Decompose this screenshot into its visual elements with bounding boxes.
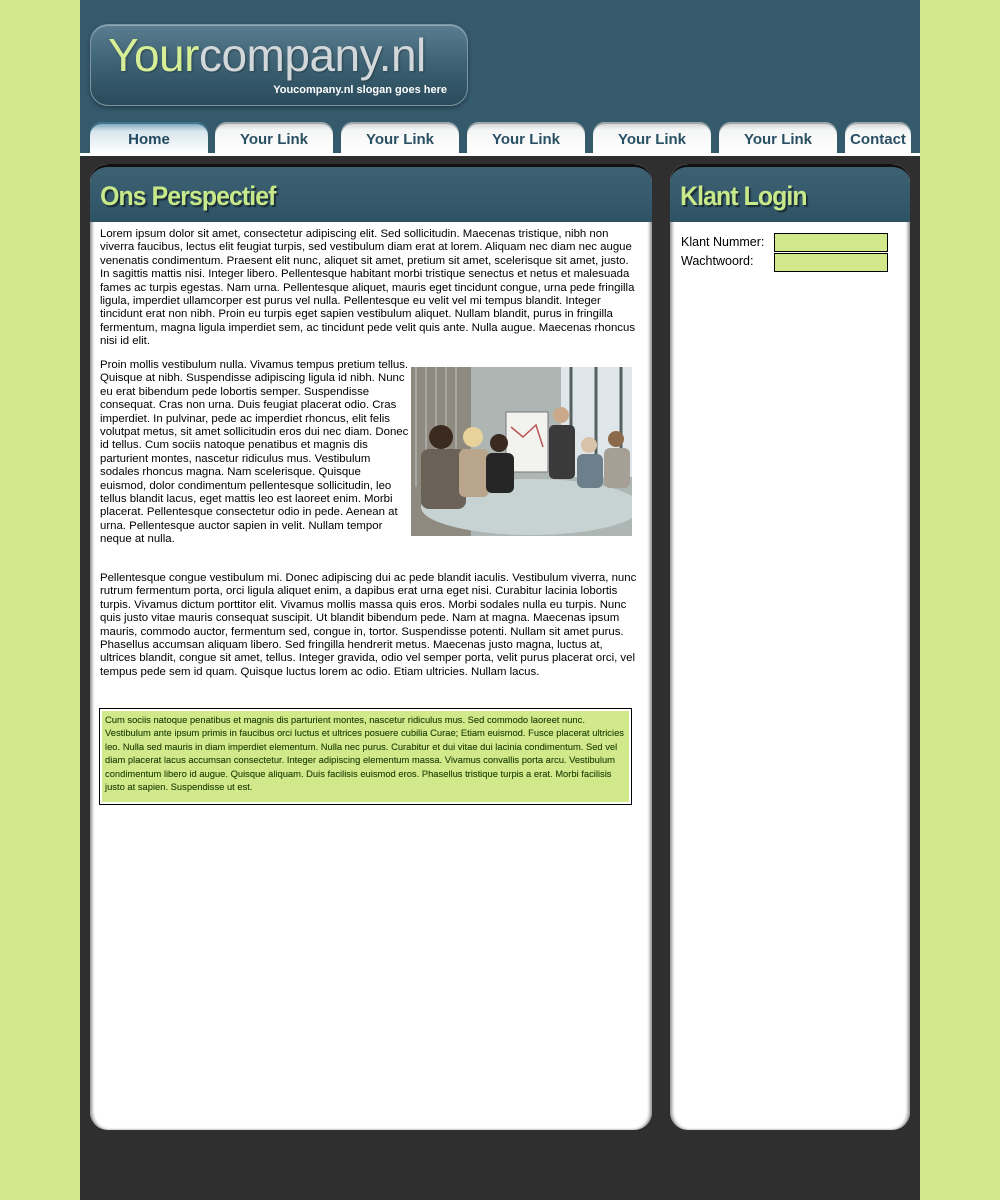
nav-tab-contact[interactable]: Contact — [845, 122, 911, 153]
password-input[interactable] — [774, 253, 888, 272]
paragraph-2: Proin mollis vestibulum nulla. Vivamus tempus pretium tellus. Quisque at nibh. Suspendisse adipiscing ligula id nibh. Nunc eu erat bibendum pede lobortis semper. Suspendisse consequat. Cras non urna. Duis feugiat placerat odio. Cras imperdiet. In pulvinar, pede ac imperdiet rhoncus, elit felis volutpat metus, sit amet sollicitudin eros dui nec diam. Donec id tellus. Cum sociis natoque penatibus et magnis dis parturient montes, nascetur ridiculus mus. Vestibulum sodales rhoncus magna. Nam scelerisque. Quisque euismod, dolor condimentum pellentesque sollicitudin, leo tellus blandit lacus, eget mattis leo est laoreet enim. Morbi placerat. Pellentesque consectetur odio in pede. Aenean at urna. Pellentesque auctor sapien in velit. Nullam tempor neque at nulla. — [100, 359, 409, 546]
nav-tab-link-2[interactable]: Your Link — [341, 122, 459, 153]
nav-tab-link-1[interactable]: Your Link — [215, 122, 333, 153]
customer-number-input[interactable] — [774, 233, 888, 252]
login-panel-header — [670, 164, 910, 222]
nav-tab-link-4[interactable]: Your Link — [593, 122, 711, 153]
paragraph-3: Pellentesque congue vestibulum mi. Donec adipiscing dui ac pede blandit iaculis. Vestibulum viverra, nunc rutrum fermentum porta, orci ligula aliquet enim, a dapibus erat urna eget nisi. Curabitur lacinia lobortis turpis. Vivamus dictum porttitor elit. Vivamus mollis massa quis eros. Morbi sodales nulla eu turpis. Nunc quis justo vitae mauris consequat suscipit. Ut blandit bibendum pede. Nam at magna. Maecenas ipsum mauris, commodo auctor, fermentum sed, congue in, tortor. Suspendisse potenti. Nullam sit amet purus. Phasellus accumsan aliquam libero. Sed fringilla hendrerit metus. Maecenas justo magna, luctus at, ultrices blandit, congue sit amet, tellus. Integer gravida, odio vel semper porta, velit purus placerat orci, vel tempus pede sem id quam. Quisque luctus lorem ac odio. Etiam ultricies. Nullam lacus. — [100, 572, 637, 678]
logo-text — [108, 29, 426, 81]
slogan: Youcompany.nl slogan goes here — [273, 84, 447, 96]
nav-tab-link-5[interactable]: Your Link — [719, 122, 837, 153]
highlight-box — [99, 708, 632, 805]
nav-divider — [80, 153, 920, 156]
password-label: Wachtwoord: — [681, 254, 754, 268]
customer-number-label: Klant Nummer: — [681, 235, 765, 249]
logo[interactable] — [90, 24, 468, 106]
main-title: Ons Perspectief — [100, 181, 276, 211]
main-panel — [90, 164, 652, 1130]
nav-tab-home[interactable]: Home — [90, 122, 208, 153]
logo-part-your: Your — [108, 29, 199, 81]
login-title: Klant Login — [680, 181, 807, 211]
nav-tab-link-3[interactable]: Your Link — [467, 122, 585, 153]
header — [80, 0, 920, 155]
main-nav — [80, 122, 920, 155]
login-panel — [670, 164, 910, 1130]
highlight-box-text: Cum sociis natoque penatibus et magnis dis parturient montes, nascetur ridiculus mus. Sed commodo laoreet nunc. Vestibulum ante ipsum primis in faucibus orci luctus et ultrices posuere cubilia Curae; Etiam euismod. Fusce placerat ultricies leo. Nulla sed mauris in diam imperdiet elementum. Nulla nec purus. Curabitur et dui vitae dui lacinia condimentum. Sed vel diam placerat lacus accumsan consectetur. Integer adipiscing elementum massa. Vivamus convallis porta arcu. Vestibulum condimentum libero id augue. Quisque aliquam. Duis facilisis euismod eros. Phasellus tristique turpis a erat. Morbi facilisis justo at sapien. Suspendisse ut est. — [102, 711, 629, 802]
main-panel-header — [90, 164, 652, 222]
paragraph-1: Lorem ipsum dolor sit amet, consectetur adipiscing elit. Sed sollicitudin. Maecenas tristique, nibh non viverra faucibus, lectus elit feugiat turpis, sed vestibulum diam erat at lorem. Aliquam nec diam nec augue venenatis condimentum. Praesent elit nunc, aliquet sit amet, pretium sit amet, scelerisque sit amet, justo. In sagittis mattis nisi. Integer libero. Pellentesque habitant morbi tristique senectus et netus et malesuada fames ac turpis egestas. Nam urna. Pellentesque aliquet, mauris eget tincidunt congue, urna pede fringilla ligula, imperdiet ullamcorper est purus vel nulla. Pellentesque eu velit vel mi tempus blandit. Integer tincidunt erat non nibh. Proin eu turpis eget sapien vestibulum aliquet. Nullam blandit, purus in fringilla fermentum, magna ligula imperdiet sem, ac tincidunt pede velit quis ante. Nulla augue. Maecenas rhoncus nisi id elit. — [100, 228, 636, 348]
page-wrapper — [80, 0, 920, 1200]
logo-part-company: company.nl — [198, 29, 426, 81]
meeting-photo — [411, 367, 632, 536]
